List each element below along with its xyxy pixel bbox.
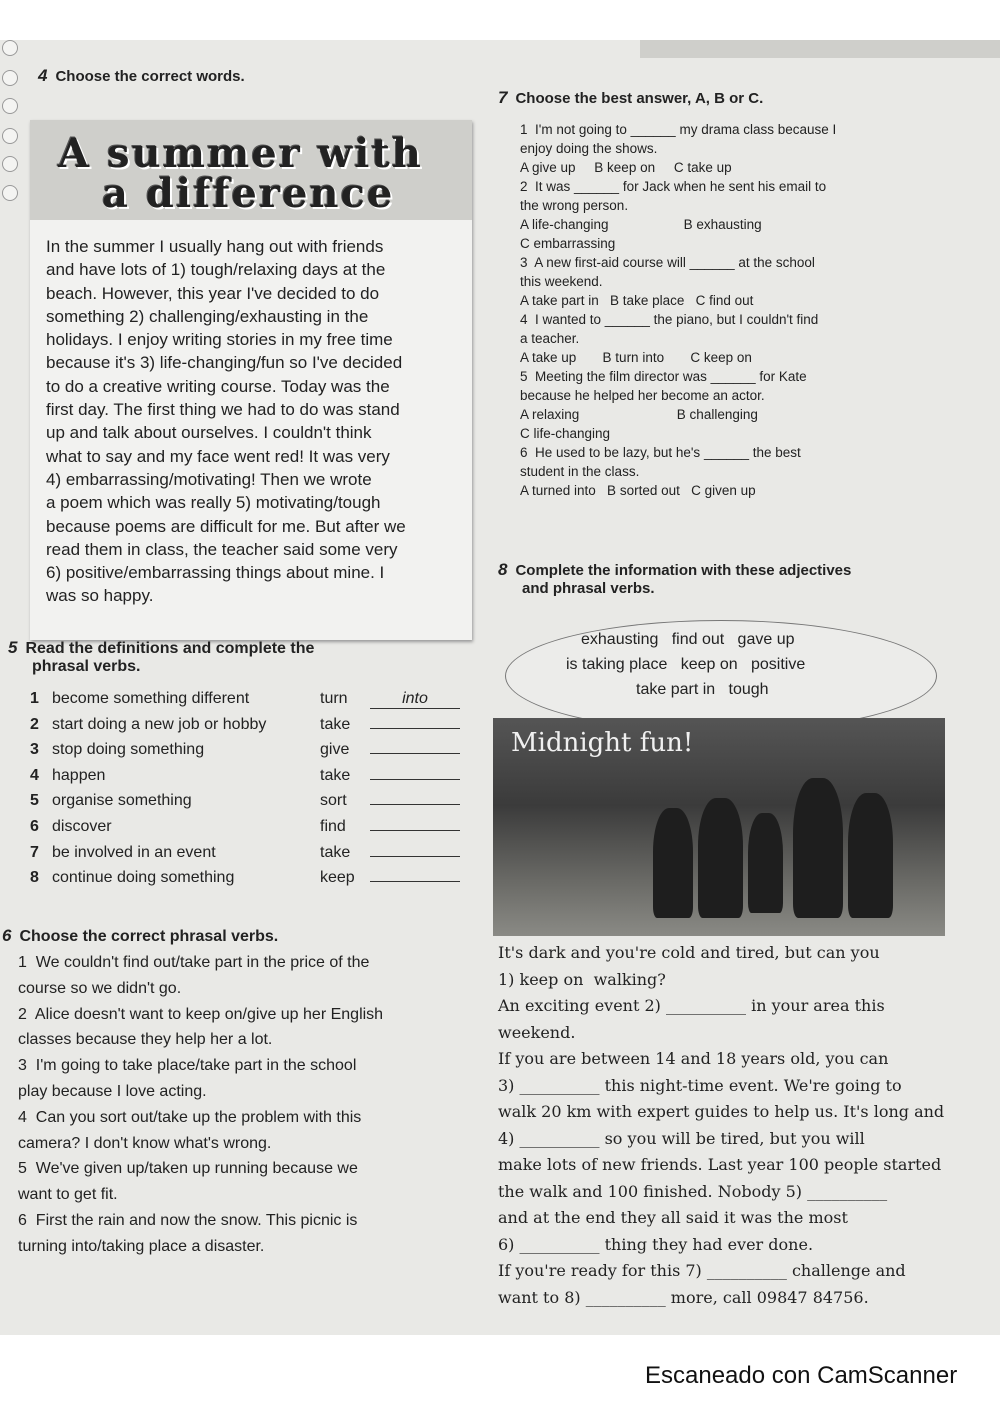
question-line: a teacher.: [520, 331, 580, 346]
story-line: what to say and my face went red! It was very: [46, 446, 390, 466]
item-number: 2: [30, 715, 39, 733]
text-line: It's dark and you're cold and tired, but can you: [498, 943, 880, 962]
question-line: 5 Meeting the film director was ______ for Kate: [520, 369, 807, 384]
story-line: beach. However, this year I've decided to do: [46, 283, 380, 303]
text-line: 6) __________ thing they had ever done.: [498, 1234, 814, 1254]
story-title-line2: a difference: [102, 170, 395, 217]
story-text: [46, 235, 406, 608]
answer-blank[interactable]: [370, 856, 460, 857]
story-line: a poem which was really 5) motivating/tough: [46, 493, 381, 513]
ex5-heading: 5 Read the definitions and complete the phrasal verbs.: [8, 638, 315, 675]
sentence-line: course so we didn't go.: [18, 979, 182, 997]
question-line: 1 I'm not going to ______ my drama class because I: [520, 122, 837, 137]
question-line: enjoy doing the shows.: [520, 141, 658, 156]
text-line: weekend.: [498, 1022, 576, 1042]
item-number: 8: [30, 869, 39, 887]
ex4-heading: 4 Choose the correct words.: [38, 66, 245, 85]
definition: stop doing something: [52, 741, 205, 759]
hikers-photo: [493, 718, 945, 936]
verb: keep: [320, 869, 355, 887]
sentence-line: classes because they help her a lot.: [18, 1031, 273, 1049]
verb: give: [320, 741, 350, 759]
text-line: 4) __________ so you will be tired, but you will: [498, 1128, 865, 1148]
verb: find: [320, 818, 346, 835]
question-line: because he helped her become an actor.: [520, 388, 765, 403]
question-line: A take part in B take place C find out: [520, 293, 754, 308]
verb: take: [320, 843, 351, 861]
scanner-watermark: Escaneado con CamScanner: [645, 1362, 958, 1389]
ex7-heading: 7 Choose the best answer, A, B or C.: [498, 88, 764, 107]
definition-row: [30, 690, 460, 709]
text-line: and at the end they all said it was the most: [498, 1208, 848, 1227]
verb: take: [320, 715, 351, 733]
definition-row: [30, 716, 460, 734]
answer-blank[interactable]: [370, 728, 460, 729]
question-line: A life-changing B exhausting: [520, 217, 762, 232]
question-line: 6 He used to be lazy, but he's ______ the best: [520, 445, 801, 460]
text-line: want to 8) __________ more, call 09847 84756.: [498, 1287, 869, 1307]
item-number: 3: [30, 741, 39, 759]
ex8-heading: 8 Complete the information with these adjectives and phrasal verbs.: [498, 560, 852, 597]
item-number: 6: [30, 818, 39, 835]
sentence-line: 4 Can you sort out/take up the problem with this: [18, 1108, 362, 1126]
definition: continue doing something: [52, 869, 235, 887]
sentence-line: camera? I don't know what's wrong.: [18, 1134, 272, 1152]
question-line: A take up B turn into C keep on: [520, 350, 752, 365]
story-line: holidays. I enjoy writing stories in my free time: [46, 330, 393, 350]
story-line: because poems are difficult for me. But after we: [46, 516, 406, 536]
question-line: 4 I wanted to ______ the piano, but I couldn't find: [520, 312, 819, 327]
question-line: A give up B keep on C take up: [520, 160, 732, 175]
item-number: 1: [30, 690, 39, 707]
answer-blank[interactable]: [370, 804, 460, 805]
text-line: If you are between 14 and 18 years old, you can: [498, 1049, 889, 1068]
question-line: C embarrassing: [520, 236, 616, 251]
question-line: 3 A new first-aid course will ______ at the school: [520, 255, 815, 270]
story-line: first day. The first thing we had to do was stand: [46, 400, 400, 420]
question-line: A turned into B sorted out C given up: [520, 483, 756, 498]
ex6-heading: 6 Choose the correct phrasal verbs.: [2, 926, 279, 945]
answer-blank[interactable]: [370, 830, 460, 831]
definition-row: [30, 792, 460, 810]
question-line: student in the class.: [520, 464, 640, 479]
item-number: 4: [30, 766, 39, 784]
question-line: C life-changing: [520, 426, 611, 441]
question-line: 2 It was ______ for Jack when he sent his email to: [520, 179, 827, 194]
sentence-line: 2 Alice doesn't want to keep on/give up her English: [18, 1005, 384, 1023]
definition-row: [30, 844, 460, 862]
ex6-sentences: [18, 950, 383, 1260]
sentence-line: turning into/taking place a disaster.: [18, 1237, 265, 1255]
definition: organise something: [52, 792, 192, 810]
verb: take: [320, 766, 351, 784]
header-strip: [640, 40, 1000, 58]
verb: turn: [320, 690, 348, 707]
definition-row: [30, 818, 460, 836]
sentence-line: 3 I'm going to take place/take part in the school: [18, 1057, 357, 1075]
definition: start doing a new job or hobby: [52, 715, 267, 733]
story-title-line1: A summer with: [58, 130, 423, 177]
answer-blank[interactable]: [370, 881, 460, 882]
worksheet-page: [0, 40, 1000, 1335]
question-line: this weekend.: [520, 274, 603, 289]
text-line: the walk and 100 finished. Nobody 5) __________: [498, 1181, 888, 1201]
text-line: An exciting event 2) __________ in your area this: [498, 996, 885, 1015]
story-line: In the summer I usually hang out with friends: [46, 237, 384, 256]
ex8-text: [498, 940, 944, 1311]
answer-blank[interactable]: [370, 753, 460, 754]
story-line: because it's 3) life-changing/fun so I've decided: [46, 353, 403, 373]
verb: sort: [320, 792, 347, 810]
definition-row: [30, 869, 460, 887]
word-box: exhausting find out gave up is taking place keep on positive take part in tough: [505, 620, 937, 732]
story-line: was so happy.: [46, 586, 154, 606]
sentence-line: 5 We've given up/taken up running because we: [18, 1160, 358, 1178]
definition: discover: [52, 818, 112, 835]
question-line: A relaxing B challenging: [520, 407, 758, 422]
definition-row: [30, 741, 460, 759]
story-line: and have lots of 1) tough/relaxing days at the: [46, 260, 386, 280]
sentence-line: play because I love acting.: [18, 1082, 207, 1100]
sentence-line: want to get fit.: [18, 1186, 118, 1204]
story-line: read them in class, the teacher said some very: [46, 539, 398, 559]
question-line: the wrong person.: [520, 198, 629, 213]
definition: become something different: [52, 690, 250, 707]
story-line: something 2) challenging/exhausting in the: [46, 306, 369, 326]
text-line: If you're ready for this 7) __________ challenge and: [498, 1261, 906, 1280]
story-line: 6) positive/embarrassing things about mine. I: [46, 563, 385, 583]
item-number: 7: [30, 843, 39, 861]
story-line: 4) embarrassing/motivating! Then we wrote: [46, 469, 372, 489]
item-number: 5: [30, 792, 39, 810]
story-card: [30, 120, 472, 640]
text-line: 1) keep on walking?: [498, 969, 666, 989]
sentence-line: 1 We couldn't find out/take part in the price of the: [18, 954, 370, 971]
definition: happen: [52, 766, 106, 784]
sentence-line: 6 First the rain and now the snow. This picnic is: [18, 1211, 358, 1229]
text-line: walk 20 km with expert guides to help us. It's long and: [498, 1102, 945, 1121]
story-line: up and talk about ourselves. I couldn't think: [46, 423, 372, 443]
definition: be involved in an event: [52, 843, 216, 861]
definition-row: [30, 767, 460, 785]
answer-blank[interactable]: [370, 779, 460, 780]
text-line: 3) __________ this night-time event. We're going to: [498, 1075, 902, 1095]
photo-title: Midnight fun!: [511, 728, 694, 758]
ex7-questions: [520, 120, 836, 500]
answer-blank[interactable]: into: [370, 690, 460, 709]
story-line: to do a creative writing course. Today was the: [46, 376, 390, 396]
text-line: make lots of new friends. Last year 100 people started: [498, 1155, 942, 1174]
